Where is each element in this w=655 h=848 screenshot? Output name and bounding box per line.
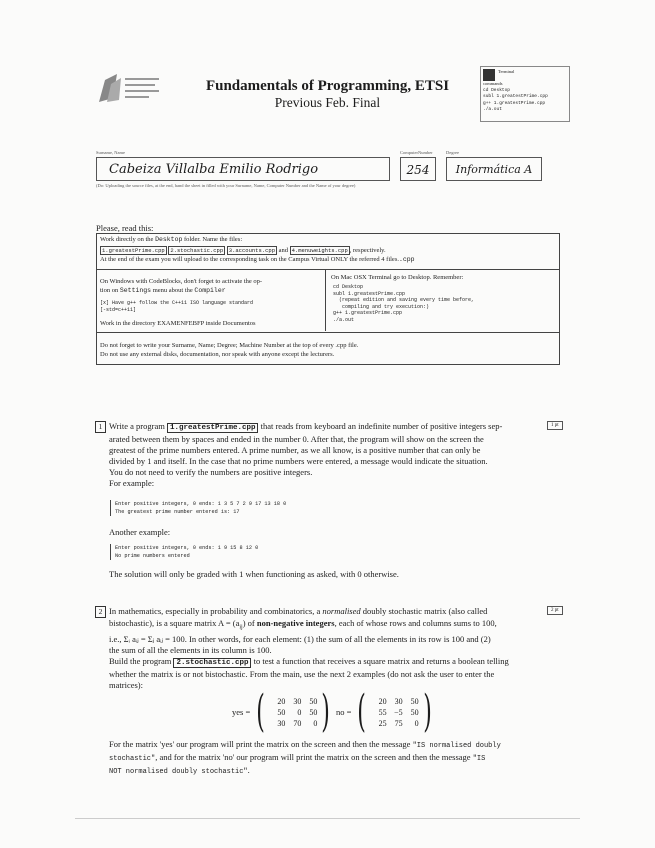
name-label: Surname, Name [96, 150, 125, 155]
matrix-cell: 75 [394, 718, 403, 728]
instructions-heading: Please, read this: [96, 223, 154, 233]
no-label: no = [336, 707, 352, 717]
q2-file-name: 2.stochastic.cpp [173, 658, 251, 668]
q1-points-badge: 1 pt [547, 421, 563, 430]
question-2: 2 In mathematics, especially in probability and combinatorics, a normalised doubly stochastic matrix (also called bistochastic), is a square matrix $A = (a_{ij})$ of non-negative integers, each of whose rows and columns sums to 100, i.e., Σᵢ aᵢⱼ = Σⱼ aᵢⱼ = 100. In other words, for each element: (1) the sum of all the elements in its row is 100 and (2) the sum of all the elements in its column is 100. Build the program 2.stochastic.cpp to test a function that receives a square matrix and returns a boolean telling whether the matrix is or not bistochastic. From the main, use the next 2 examples (do not ask the user to enter the matrices): [95, 606, 545, 691]
matrix-cell: 70 [293, 718, 302, 728]
q2-number: 2 [95, 606, 106, 618]
q1-another-label: Another example: [109, 527, 171, 537]
reminder-line-2: Do not use any external disks, documentation, nor speak with anyone except the lecturers. [100, 351, 335, 358]
instructions-line-1: Work directly on the Desktop folder. Name the files: [100, 236, 243, 243]
computer-number-field[interactable]: 254 [400, 157, 436, 181]
page-bottom-edge [75, 818, 580, 819]
matrix-cell: −5 [394, 707, 403, 717]
matrix-cell: 25 [378, 718, 387, 728]
q2-output-description: For the matrix 'yes' our program will print the matrix on the screen and then the message "IS normalised doubly stochastic", and for the matrix 'no' our program will print the matrix on the screen and then the message "IS NOT normalised doubly stochastic". [109, 739, 501, 776]
reminder-line-1: Do not forget to write your Surname, Name; Degree; Machine Number at the top of every .cpp file. [100, 342, 359, 349]
file-names-row: 1.greatestPrime.cpp 2.stochastic.cpp 3.accounts.cpp and 4.menuweights.cpp , respectively. [102, 247, 386, 254]
q1-example-2: Enter positive integers, 0 ends: 1 9 15 8 12 0 No prime numbers entered [110, 544, 258, 560]
instructions-line-2: At the end of the exam you will upload to the corresponding task on the Campus Virtual ONLY the referred 4 files..cpp [100, 256, 415, 263]
matrix-cell: 50 [309, 696, 318, 706]
matrix-cell: 0 [313, 718, 318, 728]
degree-field[interactable]: Informática A [446, 157, 542, 181]
matrix-cell: 50 [410, 707, 419, 717]
terminal-icon [483, 69, 495, 81]
q2-points-badge: 2 pt [547, 606, 563, 615]
matrix-cell: 0 [297, 707, 302, 717]
name-field[interactable]: Cabeiza Villalba Emilio Rodrigo [96, 157, 390, 181]
file-name-4: 4.menuweights.cpp [291, 247, 348, 254]
instructions-box [96, 233, 560, 365]
matrix-cell: 30 [277, 718, 286, 728]
exam-subtitle: Previous Feb. Final [274, 95, 381, 110]
matrix-cell: 20 [378, 696, 387, 706]
matrix-cell: 50 [410, 696, 419, 706]
upload-note: (Do: Uploading the source files, at the end, hand the sheet in filled with your Surname, Name, Computer Number and the Name of your degree) [96, 183, 356, 188]
terminal-commands-box: Terminal commands cd Desktop subl 1.greatestPrime.cpp g++ 1.greatestPrime.cpp ./a.out [480, 66, 570, 122]
mac-instructions: On Mac OSX Terminal go to Desktop. Remember: [331, 274, 464, 281]
mac-commands: cd Desktop subl 1.greatestPrime.cpp (repeat edition and saving every time before, compiling and try execution:) g++ 1.greatestPrime.cpp ./a.out [333, 284, 475, 323]
compiler-option: [x] Have g++ follow the C++11 ISO language standard [-std=c++11] [100, 300, 254, 313]
matrix-cell: 20 [277, 696, 286, 706]
working-directory: Work in the directory EXAMENFEBFP inside Documentos [100, 320, 256, 327]
yes-matrix-grid [269, 696, 317, 729]
q1-file-name: 1.greatestPrime.cpp [167, 423, 259, 433]
matrix-cell: 30 [293, 696, 302, 706]
matrix-cell: 0 [414, 718, 419, 728]
question-1: 1 Write a program 1.greatestPrime.cpp that reads from keyboard an indefinite number of positive integers sep- arated between them by spaces and ended in the number 0. After that, the program will show on the screen the greatest of the prime numbers entered. A prime number, as we all know, is a positive number that can only be divided by 1 and itself. In the case that no prime numbers were entered, a message would indicate the situation. You do not need to verify the numbers are positive integers. For example: [95, 421, 545, 489]
q1-grading: The solution will only be graded with 1 when functioning as asked, with 0 otherwise. [109, 569, 399, 579]
no-matrix: no = ( 20 30 50 55 −5 50 25 75 0 ) [336, 686, 432, 737]
divider-bottom [97, 332, 559, 333]
q1-example-1: Enter positive integers, 0 ends: 1 3 5 7 2 9 17 13 18 0 The greatest prime number entered is: 17 [110, 500, 286, 516]
file-name-1: 1.greatestPrime.cpp [102, 247, 165, 254]
file-name-3: 3.accounts.cpp [228, 247, 275, 254]
divider [97, 269, 559, 270]
yes-label: yes = [232, 707, 251, 717]
exam-title: Fundamentals of Programming, ETSI [205, 78, 450, 94]
yes-matrix: yes = ( 20 30 50 50 0 50 30 70 0 ) [232, 686, 331, 737]
number-label: ComputerNumber [400, 150, 433, 155]
matrix-cell: 30 [394, 696, 403, 706]
windows-instructions: On Windows with CodeBlocks, don't forget to activate the op- tion on Settings menu about the Compiler [100, 278, 263, 294]
matrix-cell: 55 [378, 707, 387, 717]
matrix-cell: 50 [309, 707, 318, 717]
file-name-2: 2.stochastic.cpp [170, 247, 224, 254]
matrix-cell: 50 [277, 707, 286, 717]
q1-number: 1 [95, 421, 106, 433]
degree-label: Degree [446, 150, 459, 155]
no-matrix-grid [371, 696, 419, 729]
